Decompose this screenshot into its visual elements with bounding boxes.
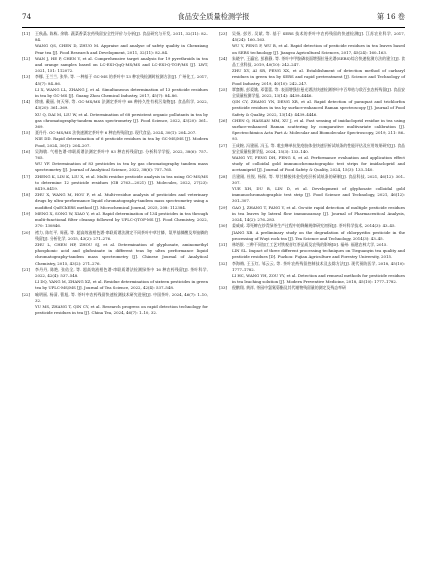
- reference-text: XU Q, DAI M, LIU W, et al. Determination of 68 persistent organic pollutants in tea by gas chromatography-tandem mass spectrometry [J]. Food Science, 2022, 43(20): 361–369.: [35, 111, 208, 130]
- reference-number: [23]: [219, 31, 227, 36]
- reference-number: [25]: [219, 86, 227, 92]
- reference-text: 李丹丹, 陈艳, 张佑全, 等. 超高效液相色谱-串联质谱法检测绿茶中 16 种农药残留[J]. 茶叶科学, 2022, 42(4): 537–548.: [35, 266, 208, 278]
- reference-text: 徐康, 戴丽, 何天琴, 等. GC-MS/MS 法测定茶叶中 68 种持久性有机污染物[J]. 食品科学, 2022, 43(20): 361–369.: [35, 99, 208, 111]
- reference-text: ZHU L, CHEN HP, ZHOU SJ, et al. Determination of glyphosate, aminomethyl phosphonic acid and glufosinate in different teas by ultra performance liquid chromatography-tandem mass spectrometry [J]. Chinese Journal of Analytical Chemistry, 2015, 43(2): 271–276.: [35, 241, 208, 266]
- reference-text: CHEN Q, HASSAN MM, XU J, et al. Fast sensing of imidacloprid residue in tea using surface-enhanced Raman scattering by comparative multivariate calibration [J]. Spectrochimica Acta Part A: Molecular and Biomolecular Spectroscopy, 2019, 211: 86–93.: [232, 117, 405, 142]
- reference-number: [24]: [219, 55, 227, 61]
- reference-text: 李娜, 王兰兰, 张华, 等. 一种基于 GC-MS 的茶叶中 13 种农残检测时检测方法[J]. 广州化工, 2017, 45(7): 84–86.: [35, 74, 208, 86]
- reference-number: [21]: [22, 266, 30, 272]
- volume-label: 第 16 卷: [376, 12, 405, 22]
- reference-entry: [219, 205, 405, 224]
- reference-number: [19]: [22, 210, 30, 216]
- reference-text: QIN CY, ZHANG YN, DENG XR, et al. Rapid detection of paraquat and trichlorfon pesticide residues in tea by surface-enhanced Raman spectroscopy [J]. Journal of Food Safety & Quality, 2022, 13(14): 4439–4446.: [232, 99, 405, 117]
- reference-entry: [22, 74, 208, 86]
- reference-entry: [22, 149, 208, 161]
- journal-title: 食品安全质量检测学报: [177, 12, 250, 22]
- reference-text: YUE XH, DU B, LIN D, et al. Development of glyphosate colloidal gold immunochromatographic test strip [J]. Food Science and Technology, 2021, 46(12): 301–307.: [232, 186, 405, 204]
- reference-text: NIE DD. Rapid determination of 6 pesticide residues in tea by GC-MS/MS [J]. Modern Food, 2024, 30(1): 204–207.: [35, 136, 208, 148]
- reference-number: [14]: [22, 99, 30, 105]
- reference-number: [31]: [219, 241, 227, 247]
- reference-number: [32]: [219, 260, 227, 266]
- reference-entry: [219, 261, 405, 273]
- reference-number: [33]: [219, 285, 227, 291]
- reference-entry: [22, 112, 208, 131]
- reference-number: [13]: [22, 74, 30, 80]
- reference-entry: [22, 43, 208, 55]
- reference-text: LIN SL. Impact of three different processing techniques on Tieguanyin tea quality and pesticide residues [D]. Fuzhou: Fujian Agriculture and Forestry University, 2015.: [232, 248, 405, 260]
- reference-text: WU Y, PENG F, WU B, et al. Rapid detection of pesticide residues in tea leaves based on SERS technology [J]. Jiangsu Agricultural Sciences, 2017, 45(24): 160–163.: [232, 43, 405, 55]
- reference-entry: [22, 99, 208, 111]
- reference-text: LI HC, WANG YH, ZOU YY, et al. Detection and removal methods for pesticide residues in tea leaching solution [J]. Modern Preventive Medicine, 2018, 45(10): 1777–1782.: [232, 272, 405, 285]
- reference-number: [20]: [22, 229, 30, 235]
- reference-entry: [219, 186, 405, 205]
- reference-entry: [22, 230, 208, 242]
- reference-entry: [22, 192, 208, 211]
- reference-entry: [219, 68, 405, 87]
- reference-entry: [219, 273, 405, 285]
- reference-text: MENG X, SONG W, XIAO Y, et al. Rapid determination of 134 pesticides in tea through multi-functional filter cleanup followed by UPLC-QTOF-MS [J]. Food Chemistry, 2022, 370: 130846.: [35, 210, 208, 229]
- reference-entry: [219, 155, 405, 174]
- reference-entry: [219, 230, 405, 242]
- reference-number: [16]: [22, 148, 30, 154]
- reference-number: [29]: [219, 204, 227, 210]
- reference-entry: [22, 279, 208, 291]
- reference-text: 覃寰衡, 彭爱娥, 邓蕾蕾, 等. 表面增强拉曼光谱法快速检测茶叶中百草枯与敌百虫农药残留[J]. 食品安全质量检测学报, 2022, 13(14): 4439–4446.: [232, 86, 405, 99]
- reference-text: GAO J, ZHANG T, FANG Y, et al. On-site rapid detection of multiple pesticide residues in tea leaves by lateral flow immunoassay [J]. Journal of Pharmaceutical Analysis, 2024, 14(2): 276–283.: [232, 204, 405, 223]
- reference-text: LI X, WANG LL, ZHANG J, et al. Simultaneous determination of 13 pesticide residues in tea by GC-MS [J]. Guang Zhou Chemical Industry, 2017, 45(7): 84–86.: [35, 86, 208, 99]
- reference-text: 吴扬, 彭芳, 吴斌, 等. 基于 SERS 技术的茶叶中农药残留的快速检测[J]. 江苏农业科学, 2017, 45(24): 160–163.: [232, 31, 405, 43]
- reference-entry: [219, 143, 405, 155]
- reference-number: [26]: [219, 117, 227, 123]
- reference-text: 李海梅, 王玉红, 邹云云, 等. 茶叶农药残留控制技术及去除方法[J]. 现代预防医学, 2018, 45(10): 1777–1782.: [232, 260, 405, 272]
- reference-text: 聂丹丹. GC-MS/MS 法快速测定茶叶中 6 种农药残留[J]. 现代食品, 2024, 30(1): 204–207.: [35, 130, 197, 136]
- reference-entry: [219, 118, 405, 143]
- reference-number: [30]: [219, 223, 227, 229]
- reference-text: 王秋晶, 陈栋, 余敏. 蔬菜香菜农药残留安全性评价与分析[J]. 食品研究与开发, 2011, 32(11): 82–84.: [35, 31, 208, 43]
- page-number: 74: [22, 12, 32, 22]
- reference-entry: [22, 304, 208, 316]
- reference-text: ZHENG K, LIN K, LIU X, et al. Multi residue pesticide analysis in tea using GC-MS/MS to determine 12 pesticide residues (GB 2763—2021) [J]. Molecules, 2022, 27(23): 8419–8419.: [35, 173, 208, 192]
- reference-number: [22]: [22, 291, 30, 297]
- reference-text: LI DQ, YANG M, ZHANG XZ, et al. Residue determination of sixteen pesticides in green tea by UPLC-MS/MS [J]. Journal of Tea Science, 2022, 42(4): 537–548.: [35, 279, 208, 291]
- reference-entry: [22, 31, 208, 43]
- references-right-column: [219, 31, 405, 292]
- reference-entry: [219, 99, 405, 118]
- reference-text: 岳建刚, 杜锐, 杨保, 等. 草甘膦胶体金免疫层析试纸条的研制[J]. 食品科技, 2021, 46(12): 301–307.: [232, 173, 405, 185]
- reference-entry: [219, 43, 405, 55]
- reference-entry: [219, 56, 405, 68]
- reference-entry: [22, 267, 208, 279]
- reference-entry: [219, 87, 405, 99]
- reference-entry: [22, 56, 208, 75]
- reference-number: [11]: [22, 31, 30, 36]
- reference-entry: [22, 136, 208, 148]
- reference-text: 倪鹏翔, 黄祥, 茶园中氯氰菊酯及其代谢物残留量的测定及残态率研: [232, 285, 346, 291]
- reference-text: WAN J, HE P, CHEN Y, et al. Comprehensive target analysis for 19 pyrethroids in tea and orange samples based on LC-ESI-QqQ-MS/MS and LC-ESI-Q-TOF/MS [J]. LWT, 2021, 151: 112072.: [35, 55, 208, 74]
- reference-entry: [22, 161, 208, 173]
- reference-text: ZHU XY, AI SR, PENG XX, et al. Establishment of detection method of carbaryl residues in green tea by SERS and rapid pretreatment [J]. Science and Technology of Food Industry, 2019, 40(10): 242–247.: [232, 68, 405, 86]
- reference-text: 喻明丽, 杨清, 曹旭, 等. 茶叶中农药残留快速检测技术研究进展[J]. 中国茶叶, 2024, 46(7): 1–10, 32.: [35, 291, 208, 303]
- running-header: [22, 10, 405, 24]
- reference-text: 褚力, 陈红平, 周燕, 等. 超高效液相色谱-串联质谱法测定不同茶叶中草甘膦、氨甲基膦酸及草铵膦的残留[J]. 分析化学, 2015, 43(2): 271–276.: [35, 229, 208, 241]
- reference-number: [27]: [219, 142, 227, 148]
- reference-entry: [219, 31, 405, 43]
- reference-text: 王成婉, 冯建丽, 冯玉, 等. 吡虫啉单抗免疫胶体金快速层析试纸条的性能评估及应用效果研究[J]. 食品安全质量检测学报, 2024, 15(3): 133–140.: [232, 142, 405, 154]
- reference-entry: [22, 211, 208, 230]
- reference-text: WANG QS, CHEN D, ZHUO M. Appraise and analyse of safety quality in Chenxiang Pear tea [J]. Food Research and Development, 2011, 32(11): 82–84.: [35, 43, 208, 55]
- reference-entry: [219, 248, 405, 260]
- reference-text: WU YF. Determination of 83 pesticides in tea by gas chromatography tandem mass spectrometry [J]. Journal of Analytical Science, 2022, 38(6): 757–765.: [35, 161, 208, 173]
- reference-text: 朱晓宇, 王瀛宏, 彭雅静, 等. 茶叶中甲胺磷表面增强拉曼光谱(SERS)综合快速检测方法的建立[J]. 食品工业科技, 2019, 40(10): 242–247.: [232, 55, 405, 68]
- reference-number: [18]: [22, 192, 30, 198]
- reference-entry: [219, 285, 405, 291]
- reference-text: ZHU X, WANG M, HOU F, et al. Multi-residue analysis of pesticides and veterinary drugs by ultra-performance liquid chromatography-tandem mass spectrometry using a modified QuEChERS method [J]. Microchemical Journal, 2025, 208: 112384.: [35, 192, 208, 210]
- reference-text: YU MS, ZHANG T, QIN CY, et al. Research progress on rapid detection technology for pesticide residues in tea [J]. China Tea, 2024, 46(7): 1–10, 32.: [35, 303, 208, 316]
- reference-entry: [22, 292, 208, 304]
- reference-text: WANG YT, FENG DH, FENG S, et al. Performance evaluation and application effect study of colloidal gold immunochromatographic test strips for imidacloprid and acetamiprid [J]. Journal of Food Safety & Quality, 2024, 15(3): 133–140.: [232, 155, 405, 173]
- references-left-column: [22, 31, 208, 316]
- reference-text: 吴海敏. 气相色谱-串联质谱法测定茶叶中 83 种农药残留[J]. 分析科学学报, 2022, 38(6): 757–765.: [35, 148, 208, 161]
- reference-number: [15]: [22, 130, 30, 136]
- reference-text: 姜威威. 毒死蜱在炒青绿茶生产过程中的降解规律研究初探[J]. 茶叶科学技术, 2014(3): 43–45.: [232, 223, 396, 229]
- reference-number: [28]: [219, 173, 227, 179]
- reference-number: [12]: [22, 55, 30, 61]
- reference-entry: [219, 174, 405, 186]
- header-rule: [22, 27, 405, 28]
- reference-entry: [22, 174, 208, 193]
- reference-text: JIANG XB. A preliminary study on the degradation of chlorpyrifos pesticide in the processing of Wuyi rock tea [J]. Tea Science and Technology, 2014(3): 43–45.: [232, 229, 405, 241]
- reference-text: 林培银. 三种不同加工工艺对铁观音红茶品质及农残的影响[D]. 福州: 福建农林大学, 2015.: [232, 241, 388, 247]
- reference-number: [17]: [22, 173, 30, 179]
- reference-entry: [22, 87, 208, 99]
- reference-entry: [22, 242, 208, 267]
